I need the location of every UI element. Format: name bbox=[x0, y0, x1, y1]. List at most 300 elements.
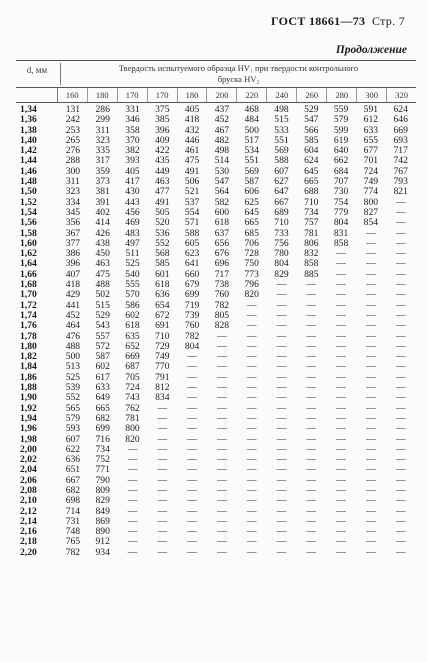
table-cell: — bbox=[157, 402, 168, 414]
table-cell: — bbox=[336, 505, 346, 517]
row-diagonal: 1,64 bbox=[20, 258, 37, 270]
table-cell: — bbox=[157, 546, 168, 558]
table-cell: — bbox=[366, 433, 376, 445]
table-cell: 422 bbox=[155, 145, 170, 157]
table-cell: 543 bbox=[95, 320, 110, 332]
table-cell: 782 bbox=[184, 330, 200, 342]
table-cell: 731 bbox=[65, 515, 81, 527]
table-cell: 791 bbox=[155, 371, 170, 383]
table-cell: 645 bbox=[304, 165, 319, 177]
column-headers bbox=[16, 88, 416, 103]
table-cell: 701 bbox=[363, 155, 379, 167]
table-cell: — bbox=[395, 495, 406, 507]
table-cell: 796 bbox=[244, 279, 259, 291]
table-cell: — bbox=[306, 505, 317, 517]
table-cell: 385 bbox=[155, 114, 170, 126]
table-cell: 698 bbox=[65, 495, 81, 507]
standard-number: ГОСТ 18661—73 bbox=[270, 14, 366, 28]
table-cell: — bbox=[187, 505, 197, 517]
table-cell: — bbox=[246, 309, 257, 321]
table-cell: — bbox=[276, 526, 287, 538]
table-cell: 547 bbox=[214, 176, 230, 188]
table-cell: 393 bbox=[125, 155, 140, 167]
table-cell: 724 bbox=[363, 165, 379, 177]
table-cell: 370 bbox=[125, 134, 140, 146]
table-cell: 832 bbox=[304, 248, 319, 260]
table-cell: — bbox=[366, 454, 376, 466]
table-cell: — bbox=[246, 474, 257, 486]
table-cell: 693 bbox=[393, 134, 408, 146]
table-cell: 607 bbox=[274, 165, 289, 177]
table-cell: 734 bbox=[304, 206, 319, 218]
table-cell: — bbox=[306, 392, 317, 404]
column-header: 320 bbox=[395, 90, 408, 100]
table-cell: — bbox=[276, 474, 287, 486]
table-cell: — bbox=[306, 299, 317, 311]
table-cell: 793 bbox=[393, 176, 408, 188]
table-cell: — bbox=[187, 392, 197, 404]
table-cell: 405 bbox=[125, 165, 140, 177]
table-cell: 299 bbox=[95, 114, 110, 126]
table-cell: — bbox=[217, 484, 227, 496]
table-cell: 498 bbox=[274, 104, 289, 115]
table-cell: 809 bbox=[95, 484, 110, 496]
table-cell: 452 bbox=[65, 309, 81, 321]
table-cell: — bbox=[187, 443, 197, 455]
table-cell: 520 bbox=[155, 217, 170, 229]
table-cell: — bbox=[246, 392, 257, 404]
table-cell: — bbox=[157, 505, 168, 517]
table-cell: 752 bbox=[95, 454, 110, 466]
row-diagonal: 1,54 bbox=[20, 206, 37, 218]
table-cell: 311 bbox=[95, 124, 110, 136]
table-cell: 652 bbox=[125, 340, 140, 352]
table-cell: — bbox=[366, 299, 376, 311]
row-diagonal: 1,84 bbox=[20, 361, 37, 373]
table-cell: — bbox=[366, 258, 376, 270]
row-diagonal: 1,96 bbox=[20, 423, 37, 435]
table-cell: 346 bbox=[125, 114, 140, 126]
table-cell: 805 bbox=[214, 309, 230, 321]
table-cell: — bbox=[306, 474, 317, 486]
table-cell: — bbox=[366, 443, 376, 455]
table-cell: — bbox=[366, 515, 376, 527]
table-cell: — bbox=[187, 423, 197, 435]
table-cell: 588 bbox=[274, 155, 289, 167]
table-cell: 779 bbox=[333, 206, 349, 218]
table-cell: — bbox=[395, 536, 406, 548]
table-cell: — bbox=[306, 320, 317, 332]
table-cell: 569 bbox=[274, 145, 289, 157]
table-cell: 367 bbox=[65, 227, 81, 239]
table-cell: 402 bbox=[95, 206, 110, 218]
table-cell: — bbox=[306, 454, 317, 466]
table-cell: — bbox=[127, 546, 138, 558]
table-cell: — bbox=[246, 433, 257, 445]
table-cell: 607 bbox=[65, 433, 81, 445]
table-cell: 407 bbox=[65, 268, 81, 280]
table-cell: — bbox=[157, 433, 168, 445]
table-cell: 356 bbox=[65, 217, 81, 229]
table-cell: — bbox=[217, 505, 227, 517]
row-diagonal: 1,38 bbox=[20, 124, 37, 136]
table-cell: 724 bbox=[125, 382, 140, 394]
table-cell: — bbox=[336, 484, 346, 496]
table-cell: — bbox=[276, 309, 287, 321]
table-cell: 800 bbox=[125, 423, 140, 435]
table-cell: — bbox=[276, 371, 287, 383]
table-cell: 781 bbox=[304, 227, 319, 239]
table-cell: — bbox=[276, 505, 287, 517]
table-cell: — bbox=[187, 536, 197, 548]
table-cell: — bbox=[187, 546, 197, 558]
table-cell: — bbox=[217, 464, 227, 476]
table-cell: — bbox=[306, 433, 317, 445]
table-cell: 456 bbox=[125, 206, 140, 218]
table-cell: — bbox=[217, 443, 227, 455]
row-diagonal: 1,36 bbox=[20, 114, 37, 126]
table-cell: — bbox=[336, 258, 346, 270]
table-cell: — bbox=[366, 248, 376, 260]
table-cell: 912 bbox=[95, 536, 110, 548]
table-cell: 767 bbox=[393, 165, 408, 177]
row-diagonal: 1,70 bbox=[20, 289, 37, 301]
row-diagonal: 1,76 bbox=[20, 320, 37, 332]
table-cell: 640 bbox=[333, 145, 349, 157]
table-row bbox=[16, 424, 416, 434]
table-cell: — bbox=[276, 351, 287, 363]
table-cell: — bbox=[306, 526, 317, 538]
table-cell: 636 bbox=[65, 454, 81, 466]
table-cell: 734 bbox=[95, 443, 110, 455]
table-cell: 426 bbox=[95, 227, 110, 239]
row-diagonal: 1,90 bbox=[20, 392, 37, 404]
table-cell: 331 bbox=[125, 104, 140, 115]
table-cell: — bbox=[395, 423, 406, 435]
table-cell: 345 bbox=[65, 206, 81, 218]
table-cell: 566 bbox=[304, 124, 319, 136]
table-cell: — bbox=[366, 268, 376, 280]
table-cell: 525 bbox=[125, 258, 140, 270]
table-cell: 623 bbox=[184, 248, 200, 260]
table-cell: 521 bbox=[184, 186, 200, 198]
table-cell: 834 bbox=[155, 392, 170, 404]
table-cell: 624 bbox=[304, 155, 319, 167]
table-cell: — bbox=[336, 464, 346, 476]
table-cell: — bbox=[246, 351, 257, 363]
table-cell: — bbox=[276, 340, 287, 352]
table-cell: — bbox=[366, 320, 376, 332]
table-cell: 396 bbox=[65, 258, 81, 270]
table-cell: — bbox=[157, 454, 168, 466]
table-cell: 665 bbox=[95, 402, 110, 414]
table-cell: 821 bbox=[393, 186, 408, 198]
table-cell: 618 bbox=[214, 217, 230, 229]
table-cell: — bbox=[306, 464, 317, 476]
table-cell: — bbox=[246, 464, 257, 476]
table-cell: — bbox=[217, 423, 227, 435]
table-cell: 409 bbox=[155, 134, 170, 146]
table-cell: — bbox=[246, 484, 257, 496]
table-cell: — bbox=[395, 248, 406, 260]
table-cell: 660 bbox=[184, 268, 200, 280]
table-cell: — bbox=[187, 474, 197, 486]
table-cell: 586 bbox=[125, 299, 140, 311]
table-cell: 756 bbox=[274, 237, 289, 249]
table-cell: 688 bbox=[304, 186, 319, 198]
table-cell: — bbox=[127, 526, 138, 538]
table-cell: — bbox=[366, 330, 376, 342]
table-cell: 432 bbox=[184, 124, 200, 136]
table-cell: 633 bbox=[363, 124, 379, 136]
table-cell: 699 bbox=[95, 423, 110, 435]
table-cell: — bbox=[276, 412, 287, 424]
table-title-line2: бруска HV₂ bbox=[217, 74, 260, 84]
table-cell: 602 bbox=[125, 309, 140, 321]
table-cell: — bbox=[395, 382, 406, 394]
table-cell: — bbox=[395, 299, 406, 311]
table-cell: 323 bbox=[65, 186, 81, 198]
row-diagonal: 1,98 bbox=[20, 433, 37, 445]
row-diagonal: 1,60 bbox=[20, 237, 37, 249]
table-cell: 600 bbox=[214, 206, 230, 218]
table-cell: 665 bbox=[244, 217, 259, 229]
table-cell: — bbox=[187, 484, 197, 496]
table-cell: 482 bbox=[214, 134, 230, 146]
table-cell: 517 bbox=[244, 134, 259, 146]
table-cell: 641 bbox=[184, 258, 200, 270]
table-cell: 288 bbox=[65, 155, 81, 167]
table-cell: 849 bbox=[95, 505, 110, 517]
table-cell: — bbox=[276, 515, 287, 527]
table-cell: — bbox=[217, 382, 227, 394]
table-cell: 551 bbox=[244, 155, 259, 167]
table-cell: 831 bbox=[333, 227, 349, 239]
table-cell: 710 bbox=[304, 196, 319, 208]
table-cell: — bbox=[127, 464, 138, 476]
page-number: Стр. 7 bbox=[371, 14, 405, 28]
table-cell: — bbox=[127, 515, 138, 527]
table-cell: 381 bbox=[95, 186, 110, 198]
table-cell: 820 bbox=[125, 433, 140, 445]
table-cell: — bbox=[395, 217, 406, 229]
table-cell: — bbox=[336, 474, 346, 486]
table-cell: — bbox=[246, 340, 257, 352]
table-cell: — bbox=[366, 423, 376, 435]
table-cell: — bbox=[336, 495, 346, 507]
table-cell: 469 bbox=[125, 217, 140, 229]
table-cell: — bbox=[395, 454, 406, 466]
table-cell: 450 bbox=[95, 248, 110, 260]
table-cell: 491 bbox=[155, 196, 170, 208]
table-cell: — bbox=[127, 505, 138, 517]
table-cell: — bbox=[336, 289, 346, 301]
table-row bbox=[16, 321, 416, 331]
table-cell: — bbox=[336, 392, 346, 404]
table-cell: — bbox=[395, 289, 406, 301]
table-cell: — bbox=[127, 484, 138, 496]
table-cell: — bbox=[157, 515, 168, 527]
table-cell: 441 bbox=[65, 299, 81, 311]
table-cell: 572 bbox=[95, 340, 110, 352]
table-cell: — bbox=[395, 237, 406, 249]
table-cell: 739 bbox=[184, 309, 200, 321]
column-header-blank bbox=[16, 88, 58, 102]
table-cell: 633 bbox=[95, 382, 110, 394]
row-diagonal: 1,42 bbox=[20, 145, 37, 157]
table-cell: 649 bbox=[95, 392, 110, 404]
table-cell: — bbox=[276, 433, 287, 445]
table-cell: — bbox=[336, 423, 346, 435]
table-cell: — bbox=[217, 340, 227, 352]
table-cell: 547 bbox=[304, 114, 319, 126]
table-cell: — bbox=[395, 443, 406, 455]
table-cell: 707 bbox=[333, 176, 349, 188]
table-cell: — bbox=[217, 330, 227, 342]
table-cell: 506 bbox=[184, 176, 200, 188]
table-cell: 676 bbox=[214, 248, 230, 260]
table-cell: 569 bbox=[244, 165, 259, 177]
table-cell: 716 bbox=[95, 433, 110, 445]
table-cell: — bbox=[395, 402, 406, 414]
column-header: 160 bbox=[58, 88, 88, 102]
table-cell: — bbox=[157, 526, 168, 538]
table-cell: 760 bbox=[214, 289, 230, 301]
table-cell: 804 bbox=[333, 217, 349, 229]
table-cell: — bbox=[306, 546, 317, 558]
table-cell: 885 bbox=[304, 268, 319, 280]
table-cell: 749 bbox=[363, 176, 379, 188]
table-cell: 540 bbox=[125, 268, 140, 280]
row-diagonal: 2,16 bbox=[20, 526, 37, 538]
table-cell: 359 bbox=[95, 165, 110, 177]
table-cell: 699 bbox=[184, 289, 200, 301]
table-cell: — bbox=[157, 464, 168, 476]
table-cell: 760 bbox=[184, 320, 200, 332]
table-cell: — bbox=[127, 474, 138, 486]
table-cell: 488 bbox=[95, 279, 110, 291]
table-cell: 743 bbox=[125, 392, 140, 404]
table-cell: 812 bbox=[155, 382, 170, 394]
table-cell: 820 bbox=[244, 289, 259, 301]
row-diagonal: 1,48 bbox=[20, 176, 37, 188]
table-cell: — bbox=[395, 515, 406, 527]
table-cell: 497 bbox=[125, 237, 140, 249]
row-diagonal: 1,88 bbox=[20, 382, 37, 394]
table-cell: — bbox=[246, 330, 257, 342]
table-cell: 618 bbox=[125, 320, 140, 332]
table-cell: 539 bbox=[65, 382, 81, 394]
row-diagonal: 1,66 bbox=[20, 268, 37, 280]
table-cell: 533 bbox=[274, 124, 289, 136]
table-cell: — bbox=[366, 474, 376, 486]
table-cell: — bbox=[366, 309, 376, 321]
table-cell: — bbox=[127, 495, 138, 507]
table-cell: — bbox=[187, 464, 197, 476]
table-cell: 555 bbox=[125, 279, 140, 291]
table-cell: 405 bbox=[184, 104, 200, 115]
table-cell: — bbox=[336, 515, 346, 527]
table-cell: — bbox=[395, 526, 406, 538]
row-diagonal: 2,12 bbox=[20, 505, 37, 517]
row-diagonal: 1,50 bbox=[20, 186, 37, 198]
table-cell: — bbox=[276, 361, 287, 373]
table-cell: 602 bbox=[95, 361, 110, 373]
table-cell: — bbox=[187, 412, 197, 424]
table-cell: 377 bbox=[65, 237, 81, 249]
table-cell: — bbox=[276, 402, 287, 414]
table-cell: — bbox=[217, 433, 227, 445]
row-diagonal: 1,72 bbox=[20, 299, 37, 311]
table-cell: — bbox=[306, 412, 317, 424]
table-cell: 656 bbox=[214, 237, 230, 249]
table-cell: 679 bbox=[184, 279, 200, 291]
table-cell: — bbox=[187, 382, 197, 394]
table-cell: 691 bbox=[155, 320, 170, 332]
table-cell: 601 bbox=[155, 268, 170, 280]
column-header: 220 bbox=[237, 88, 267, 102]
table-cell: 667 bbox=[274, 196, 289, 208]
table-cell: — bbox=[306, 495, 317, 507]
table-cell: — bbox=[336, 279, 346, 291]
table-cell: — bbox=[306, 330, 317, 342]
table-cell: 612 bbox=[363, 114, 379, 126]
table-cell: 714 bbox=[65, 505, 81, 517]
row-diagonal: 2,02 bbox=[20, 454, 37, 466]
table-cell: 568 bbox=[155, 248, 170, 260]
table-cell: — bbox=[336, 382, 346, 394]
table-cell: — bbox=[157, 474, 168, 486]
table-cell: — bbox=[187, 402, 197, 414]
table-cell: 418 bbox=[65, 279, 81, 291]
table-cell: — bbox=[306, 515, 317, 527]
table-cell: — bbox=[127, 443, 138, 455]
table-cell: 672 bbox=[155, 309, 170, 321]
table-cell: — bbox=[246, 402, 257, 414]
row-diagonal: 1,82 bbox=[20, 351, 37, 363]
table-cell: 619 bbox=[333, 134, 349, 146]
table-cell: 585 bbox=[155, 258, 170, 270]
table-cell: — bbox=[276, 464, 287, 476]
table-cell: — bbox=[276, 299, 287, 311]
row-diagonal: 1,44 bbox=[20, 155, 37, 167]
page-header bbox=[271, 14, 405, 29]
table-cell: 323 bbox=[95, 134, 110, 146]
table-cell: — bbox=[366, 382, 376, 394]
table-cell: 665 bbox=[304, 176, 319, 188]
table-cell: 858 bbox=[333, 237, 349, 249]
table-cell: 382 bbox=[125, 145, 140, 157]
table-cell: 391 bbox=[95, 196, 110, 208]
table-title-line1: Твердость испытуемого образца HV₁ при твердости контрольного bbox=[118, 63, 359, 73]
table-cell: — bbox=[366, 546, 376, 558]
table-cell: — bbox=[395, 464, 406, 476]
table-cell: — bbox=[217, 371, 227, 383]
table-cell: 655 bbox=[363, 134, 379, 146]
table-cell: — bbox=[217, 546, 227, 558]
table-cell: 536 bbox=[155, 227, 170, 239]
table-cell: — bbox=[276, 279, 287, 291]
table-cell: 435 bbox=[155, 155, 170, 167]
row-diagonal: 1,58 bbox=[20, 227, 37, 239]
table-cell: — bbox=[246, 299, 257, 311]
table-cell: — bbox=[187, 351, 197, 363]
table-cell: 749 bbox=[155, 351, 170, 363]
table-cell: 511 bbox=[125, 248, 140, 260]
table-cell: 682 bbox=[65, 484, 81, 496]
table-cell: 386 bbox=[65, 248, 81, 260]
table-cell: — bbox=[157, 443, 168, 455]
